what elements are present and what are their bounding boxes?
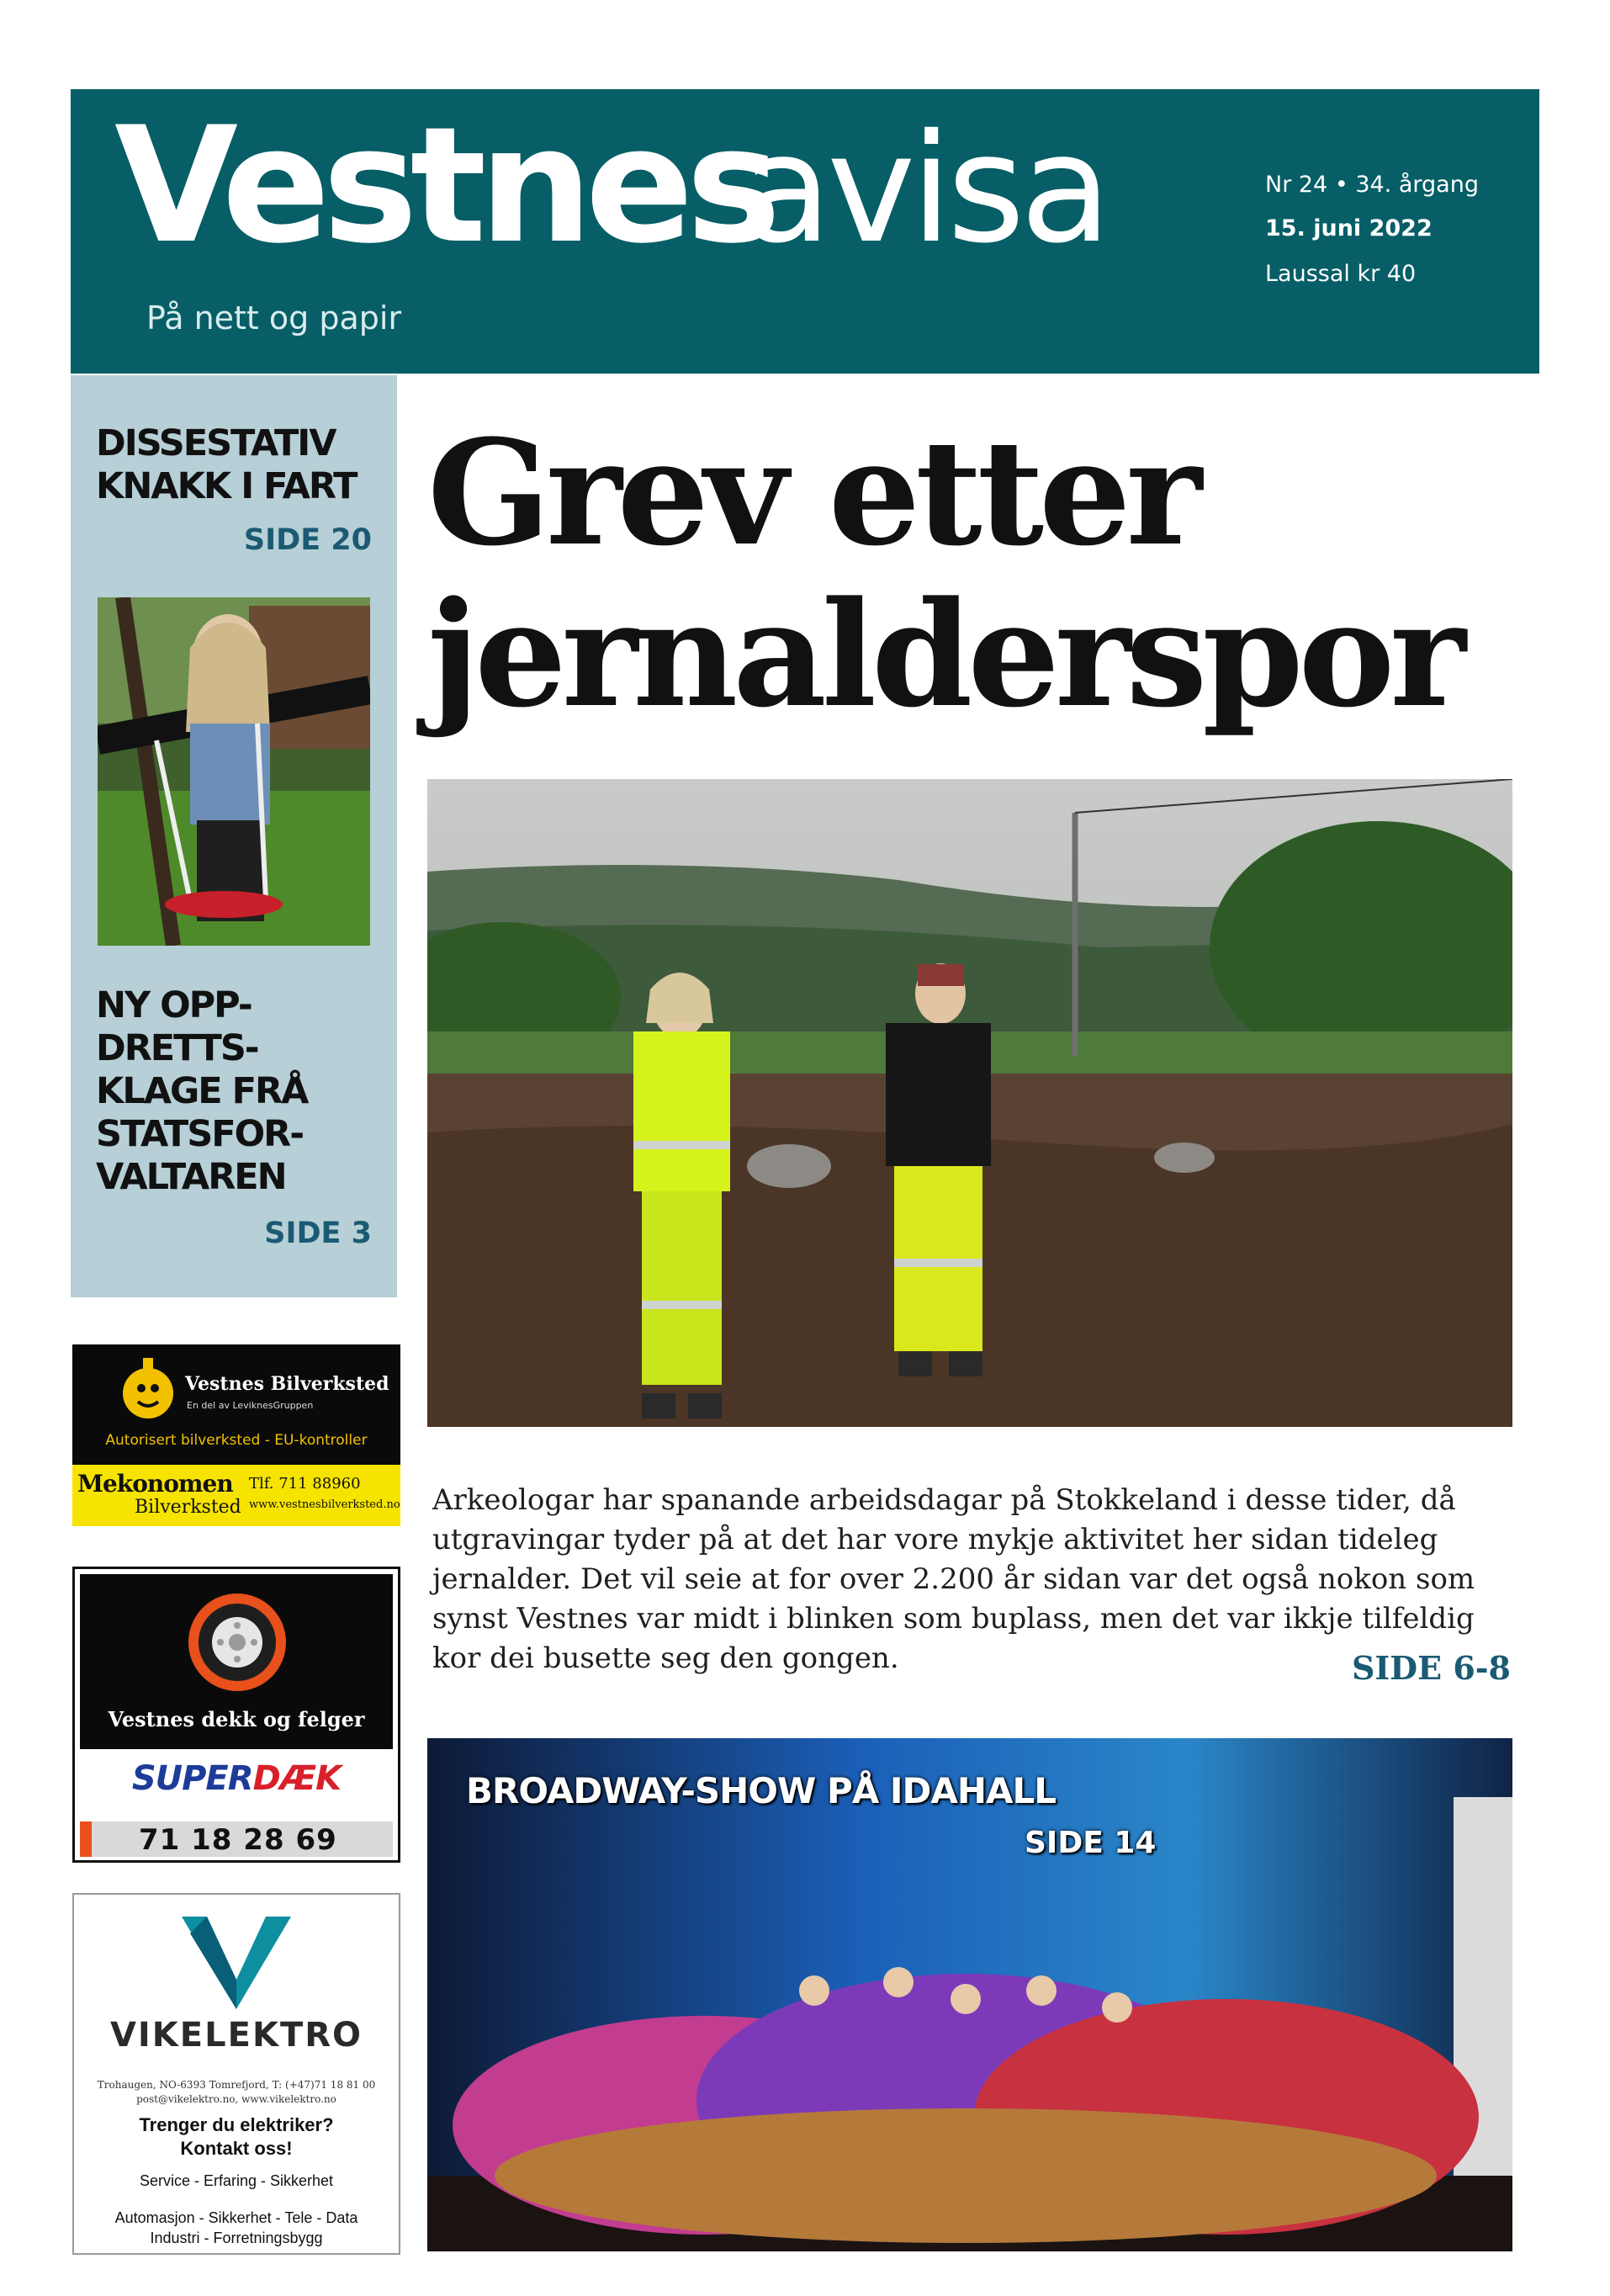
ad-cta: Kontakt oss!	[180, 2138, 293, 2159]
tire-icon	[186, 1591, 289, 1694]
teaser-title[interactable]: DISSESTATIV KNAKK I FART	[96, 422, 357, 507]
phone-tab	[80, 1821, 92, 1857]
ad-phone[interactable]: Tlf. 711 88960	[249, 1475, 361, 1493]
broadway-page-ref[interactable]: SIDE 14	[1025, 1826, 1157, 1860]
ad-header	[80, 1574, 393, 1749]
logo-bold: Vestnes	[114, 93, 774, 278]
teaser-column	[71, 375, 397, 1297]
ad-services: Autorisert bilverksted - EU-kontroller	[105, 1432, 368, 1449]
ad-name: VIKELEKTRO	[109, 2016, 363, 2055]
main-page-ref[interactable]: SIDE 6-8	[1351, 1649, 1511, 1687]
teaser-title[interactable]: NY OPP-DRETTS-KLAGE FRÅ STATSFOR-VALTAREN	[96, 984, 308, 1198]
tagline: På nett og papir	[146, 300, 402, 337]
ad-services-line: Automasjon - Sikkerhet - Tele - Data	[114, 2209, 358, 2226]
swing-photo[interactable]	[98, 597, 370, 946]
broadway-title[interactable]: BROADWAY-SHOW PÅ IDAHALL	[466, 1770, 1057, 1811]
logo-part: DÆK	[252, 1759, 342, 1798]
ad-address	[74, 2078, 399, 2107]
issue-date: 15. juni 2022	[1265, 215, 1433, 241]
broadway-photo[interactable]	[427, 1738, 1512, 2251]
ad-name: Vestnes Bilverksted	[185, 1373, 389, 1395]
ad-services-line: Industri - Forretningsbygg	[150, 2230, 323, 2246]
teaser-page-ref[interactable]: SIDE 3	[264, 1217, 372, 1250]
issue-price: Laussal kr 40	[1265, 261, 1417, 287]
ad-subline: En del av LeviknesGruppen	[187, 1400, 314, 1411]
excavation-photo[interactable]	[427, 779, 1512, 1427]
ad-address-line: Trohaugen, NO-6393 Tomrefjord, T: (+47)71 18 81 00	[97, 2079, 376, 2091]
phone-bar	[80, 1821, 393, 1857]
logo-light: avisa	[740, 102, 1107, 276]
vik-elektro-logo-icon	[173, 1908, 299, 2011]
mechanic-mascot-icon	[118, 1356, 178, 1424]
main-caption: Arkeologar har spanande arbeidsdagar på Stokkeland i desse tider, då utgravingar tyder på at det har vore mykje aktivitet her sidan tideleg jernalder. Det vil seie at for over 2.200 år sidan var det også nokon som synst Vestnes var midt i blinken som buplass, men det var ikkje tilfeldig kor dei busette seg den gongen.	[432, 1483, 1475, 1675]
ad-footer	[72, 1465, 400, 1526]
mekonomen-sub: Bilverksted	[135, 1497, 241, 1518]
logo-part: SUPER	[131, 1759, 253, 1798]
masthead	[71, 89, 1539, 374]
ad-services	[74, 2208, 399, 2248]
ad-vestnes-bilverksted[interactable]	[72, 1344, 400, 1526]
ad-header	[72, 1344, 400, 1465]
main-headline[interactable]: Grev etter jernalderspor	[427, 407, 1461, 740]
superdaek-logo	[75, 1759, 398, 1798]
teaser-page-ref[interactable]: SIDE 20	[243, 523, 372, 557]
ad-name: Vestnes dekk og felger	[108, 1707, 365, 1731]
ad-phone[interactable]: 71 18 28 69	[139, 1823, 337, 1857]
ad-website[interactable]: www.vestnesbilverksted.no	[249, 1498, 400, 1511]
ad-vestnes-dekk[interactable]	[72, 1567, 400, 1863]
ad-slogan: Service - Erfaring - Sikkerhet	[139, 2172, 334, 2189]
ad-vik-elektro[interactable]	[72, 1893, 400, 2255]
ad-cta: Trenger du elektriker?	[139, 2114, 334, 2135]
ad-contact-line[interactable]: post@vikelektro.no, www.vikelektro.no	[136, 2093, 336, 2105]
issue-number: Nr 24 • 34. årgang	[1265, 172, 1479, 198]
mekonomen-logo: Mekonomen	[77, 1470, 233, 1498]
